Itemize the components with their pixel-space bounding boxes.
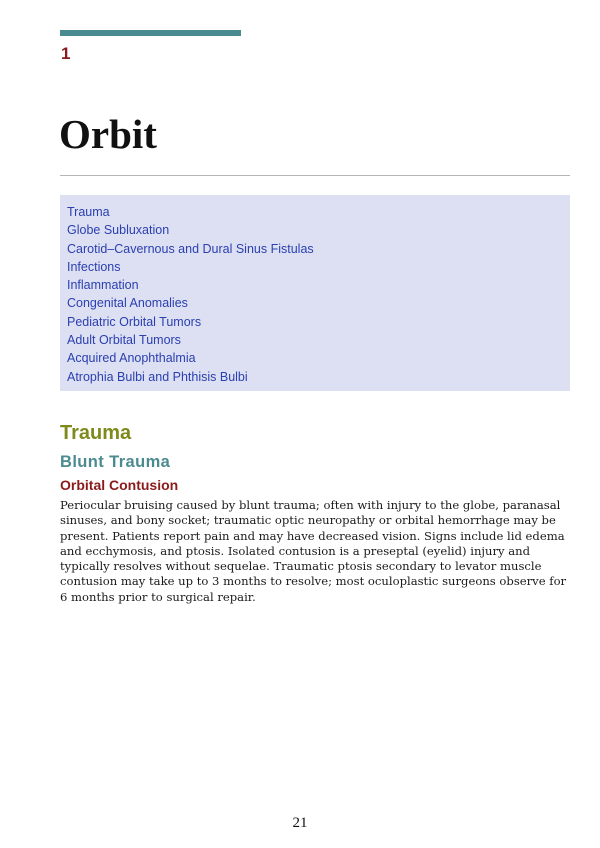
toc-link-atrophia-bulbi[interactable]: Atrophia Bulbi and Phthisis Bulbi [67, 369, 248, 384]
title-divider [60, 175, 570, 176]
toc-link-inflammation[interactable]: Inflammation [67, 278, 139, 293]
chapter-title: Orbit [59, 111, 157, 157]
subsubsection-heading: Orbital Contusion [60, 477, 179, 493]
section-heading: Trauma [60, 422, 132, 444]
toc-link-pediatric-orbital-tumors[interactable]: Pediatric Orbital Tumors [67, 314, 202, 329]
toc-link-acquired-anophthalmia[interactable]: Acquired Anophthalmia [67, 351, 196, 366]
chapter-contents-list [67, 203, 570, 386]
toc-link-infections[interactable]: Infections [67, 259, 121, 274]
toc-link-congenital-anomalies[interactable]: Congenital Anomalies [67, 296, 188, 311]
chapter-accent-bar [60, 30, 241, 36]
body-paragraph: Periocular bruising caused by blunt trauma; often with injury to the globe, paranasal sinuses, and bony socket; traumatic optic neuropathy or orbital hemorrhage may be present. Patients report pain and may have decreased vision. Signs include lid edema and ecchymosis, and ptosis. Isolated contusion is a preseptal (eyelid) injury and typically resolves without sequelae. Traumatic ptosis secondary to levator muscle contusion may take up to 3 months to resolve; most oculoplastic surgeons observe for 6 months prior to surgical repair. [60, 498, 567, 604]
toc-link-globe-subluxation[interactable]: Globe Subluxation [67, 223, 170, 238]
toc-link-carotid-cavernous-fistulas[interactable]: Carotid–Cavernous and Dural Sinus Fistulas [67, 241, 314, 256]
subsection-heading: Blunt Trauma [60, 453, 171, 471]
page-number: 21 [292, 815, 308, 831]
chapter-contents-box [60, 195, 570, 391]
toc-link-adult-orbital-tumors[interactable]: Adult Orbital Tumors [67, 333, 181, 348]
chapter-number: 1 [61, 44, 71, 63]
toc-link-trauma[interactable]: Trauma [67, 205, 110, 219]
